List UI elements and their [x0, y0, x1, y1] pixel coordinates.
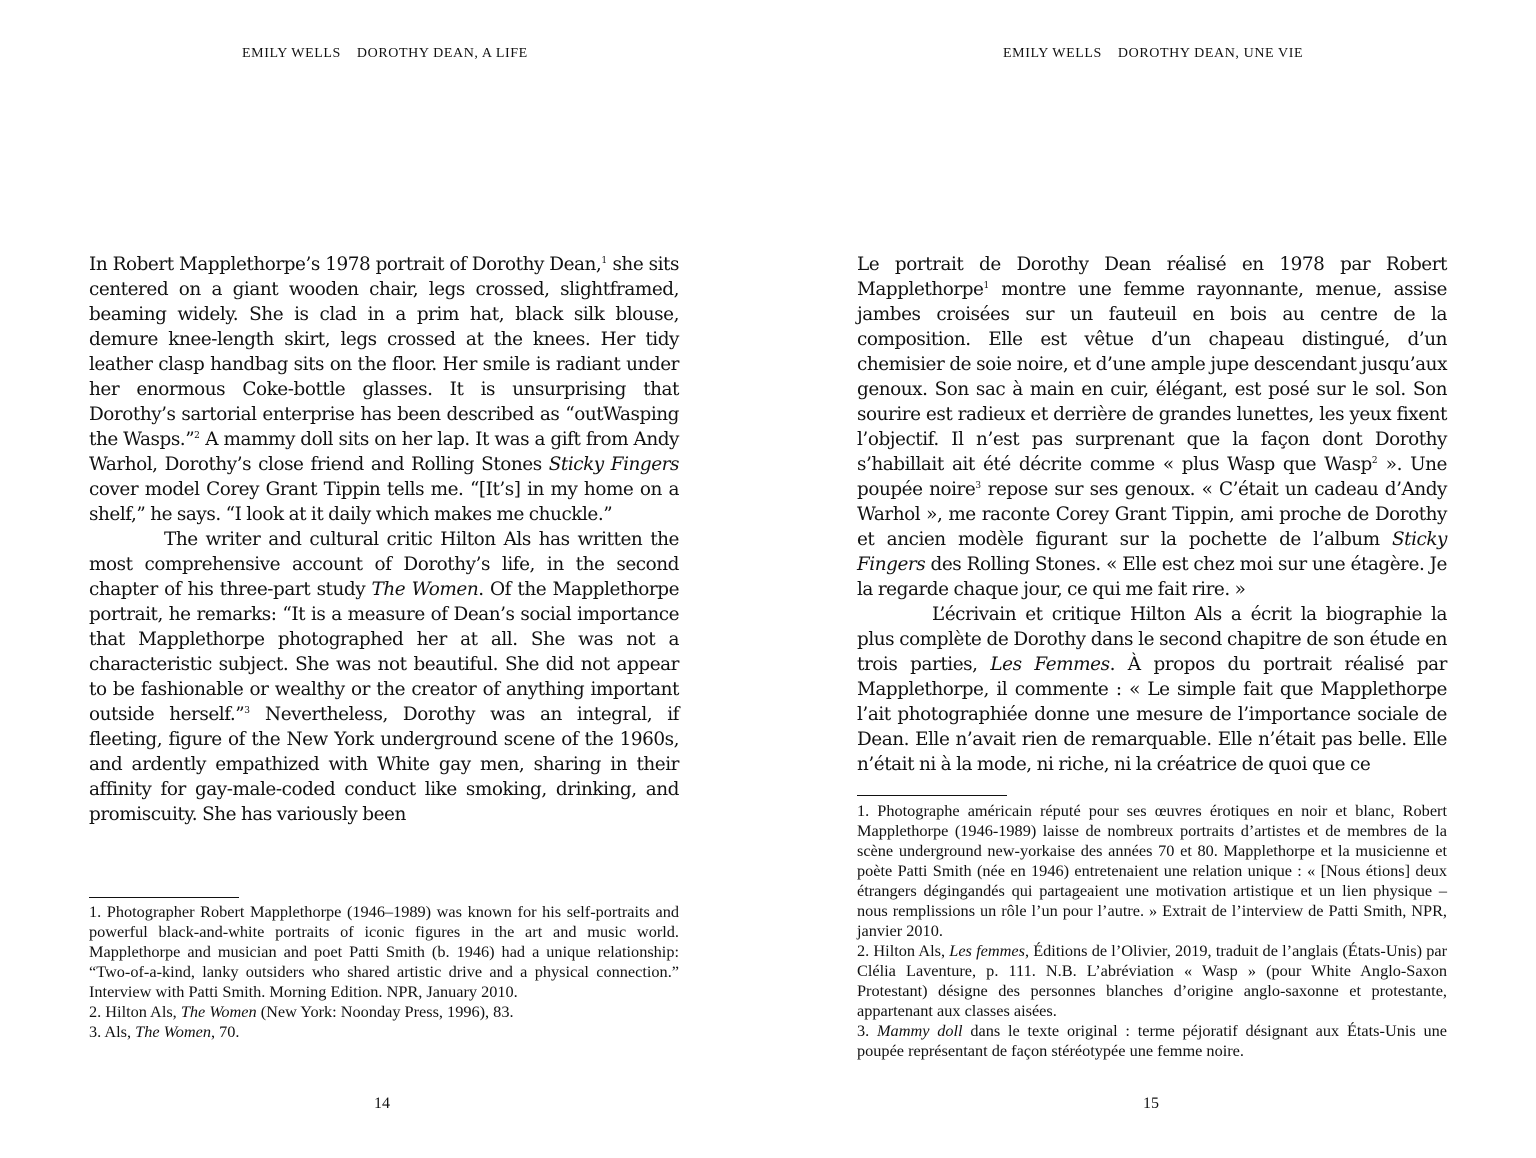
text-run: 3. Als,	[89, 1022, 136, 1041]
footnote	[89, 1022, 679, 1042]
footnote-ref: 1	[601, 255, 608, 266]
text-run: 3.	[857, 1021, 877, 1040]
footnotes	[857, 801, 1447, 1061]
text-run: repose sur ses genoux. « C’était un cadeau d’Andy Warhol », me raconte Corey Grant Tippin, ami proche de Dorothy et ancien modèle figurant sur la pochette de l’album	[857, 479, 1447, 550]
footnotes	[89, 902, 679, 1042]
page-number: 14	[374, 1095, 390, 1112]
running-head-title: DOROTHY DEAN, UNE VIE	[1117, 46, 1304, 61]
footnote-ref: 3	[975, 480, 982, 491]
italic-title: The Women	[180, 1002, 257, 1021]
footnote	[857, 941, 1447, 1021]
text-run: The writer and cultural critic Hilton Als has written the most comprehensive account of Dorothy’s life, in the second chapter of his three-part study	[89, 529, 679, 600]
running-head-title: DOROTHY DEAN, A LIFE	[356, 46, 528, 61]
footnote: 1. Photographer Robert Mapplethorpe (1946–1989) was known for his self-portraits and powerful black-and-white portraits of iconic figures in the art and music world. Mapplethorpe and musician and poet Patti Smith (b. 1946) had a unique relationship: “Two-of-a-kind, lanky outsiders who shared artistic drive and a physical connection.” Interview with Patti Smith. Morning Edition. NPR, January 2010.	[89, 902, 679, 1001]
body-text	[89, 252, 679, 827]
text-run: cover model Corey Grant Tippin tells me. “[It’s] in my home on a shelf,” he says. “I look at it daily which makes me chuckle.”	[89, 479, 679, 525]
text-run: 2. Hilton Als,	[857, 941, 950, 960]
italic-title: The Women	[371, 579, 479, 600]
right-page	[768, 0, 1536, 1158]
running-head	[242, 46, 528, 62]
italic-title: Sticky Fingers	[548, 454, 679, 475]
text-run: Nevertheless, Dorothy was an integral, if fleeting, figure of the New York underground scene of the 1960s, and ardently empathized with White gay men, sharing in their affinity for gay-male-coded conduct like smoking, drinking, and promiscuity. She has variously been	[89, 704, 679, 825]
text-run: L’écrivain et critique Hilton Als a écrit la biographie la plus complète de Dorothy dans le second chapitre de son étude en trois parties,	[857, 604, 1447, 675]
page-number: 15	[1143, 1095, 1159, 1112]
text-run: (New York: Noonday Press, 1996), 83.	[256, 1002, 514, 1021]
paragraph	[89, 252, 679, 527]
footnote-rule	[857, 795, 1007, 796]
footnote-ref: 2	[194, 430, 200, 441]
footnote	[89, 1002, 679, 1022]
italic-title: Mammy doll	[877, 1021, 963, 1040]
text-run: Le portrait de Dorothy Dean réalisé en 1978 par Robert Mapplethorpe	[857, 254, 1447, 300]
text-run: . Of the Mapplethorpe portrait, he remarks: “It is a measure of Dean’s social importance that Mapplethorpe photographed her at all. She was not a characteristic subject. She was not beautiful. She did not appear to be fashionable or wealthy or the creator of anything important outside herself.”	[89, 579, 680, 725]
text-run: A mammy doll sits on her lap. It was a gift from Andy Warhol, Dorothy’s close friend and Rolling Stones	[89, 429, 679, 475]
body-text	[857, 252, 1447, 777]
paragraph	[857, 602, 1447, 777]
text-run: she sits centered on a giant wooden chair, legs crossed, slightframed, beaming widely. She is clad in a prim hat, black silk blouse, demure knee-length skirt, legs crossed at the knees. Her tidy leather clasp handbag sits on the floor. Her smile is radiant under her enormous Coke-bottle glasses. It is unsurprising that Dorothy’s sartorial enterprise has been described as “outWasping the Wasps.”	[89, 254, 679, 450]
italic-title: Sticky Fingers	[857, 529, 1447, 575]
running-head-author: EMILY WELLS	[242, 46, 341, 61]
footnote: 1. Photographe américain réputé pour ses œuvres érotiques en noir et blanc, Robert Mapplethorpe (1946-1989) laisse de nombreux portraits d’artistes et de membres de la scène underground new-yorkaise des années 70 et 80. Mapplethorpe et la musicienne et poète Patti Smith (née en 1946) entretenaient une relation unique : « [Nous étions] deux étrangers dégingandés qui partageaient une motivation artistique et un lien physique – nous remplissions un rôle l’un pour l’autre. » Extrait de l’interview de Patti Smith, NPR, janvier 2010.	[857, 801, 1447, 940]
italic-title: The Women	[135, 1022, 211, 1041]
footnote-ref: 1	[983, 280, 990, 291]
text-run: des Rolling Stones. « Elle est chez moi sur une étagère. Je la regarde chaque jour, ce qui me fait rire. »	[857, 554, 1447, 600]
paragraph	[89, 527, 679, 827]
text-run: ». Une poupée noire	[857, 454, 1447, 500]
text-run: . À propos du portrait réalisé par Mapplethorpe, il commente : « Le simple fait que Mapplethorpe l’ait photographiée donne une mesure de l’importance sociale de Dean. Elle n’avait rien de remarquable. Elle n’était pas belle. Elle n’était ni à la mode, ni riche, ni la créatrice de quoi que ce	[857, 654, 1448, 775]
footnote	[857, 1021, 1447, 1061]
text-run: , Éditions de l’Olivier, 2019, traduit de l’anglais (États-Unis) par Clélia Laventure, p. 111. N.B. L’abréviation « Wasp » (pour White Anglo-Saxon Protestant) désigne des personnes blanches d’origine anglo-saxonne et protestante, appartenant aux classes aisées.	[857, 941, 1447, 1020]
running-head	[1003, 46, 1303, 62]
footnote-rule	[89, 897, 239, 898]
running-head-author: EMILY WELLS	[1003, 46, 1102, 61]
text-run: In Robert Mapplethorpe’s 1978 portrait of Dorothy Dean,	[89, 254, 602, 275]
text-run: , 70.	[210, 1022, 240, 1041]
italic-title: Les femmes	[949, 941, 1025, 960]
footnote-ref: 3	[244, 705, 250, 716]
text-run: dans le texte original : terme péjoratif désignant aux États-Unis une poupée représentant de façon stéréotypée une femme noire.	[857, 1021, 1447, 1060]
text-run: 2. Hilton Als,	[89, 1002, 181, 1021]
footnote-ref: 2	[1371, 455, 1378, 466]
paragraph	[857, 252, 1447, 602]
text-run: montre une femme rayonnante, menue, assise jambes croisées sur un fauteuil en bois au centre de la composition. Elle est vêtue d’un chapeau distingué, d’un chemisier de soie noire, et d’une ample jupe descendant jusqu’aux genoux. Son sac à main en cuir, élégant, est posé sur le sol. Son sourire est radieux et derrière de grandes lunettes, les yeux fixent l’objectif. Il n’est pas surprenant que la façon dont Dorothy s’habillait ait été décrite comme « plus Wasp que Wasp	[857, 279, 1447, 475]
italic-title: Les Femmes	[990, 654, 1110, 675]
